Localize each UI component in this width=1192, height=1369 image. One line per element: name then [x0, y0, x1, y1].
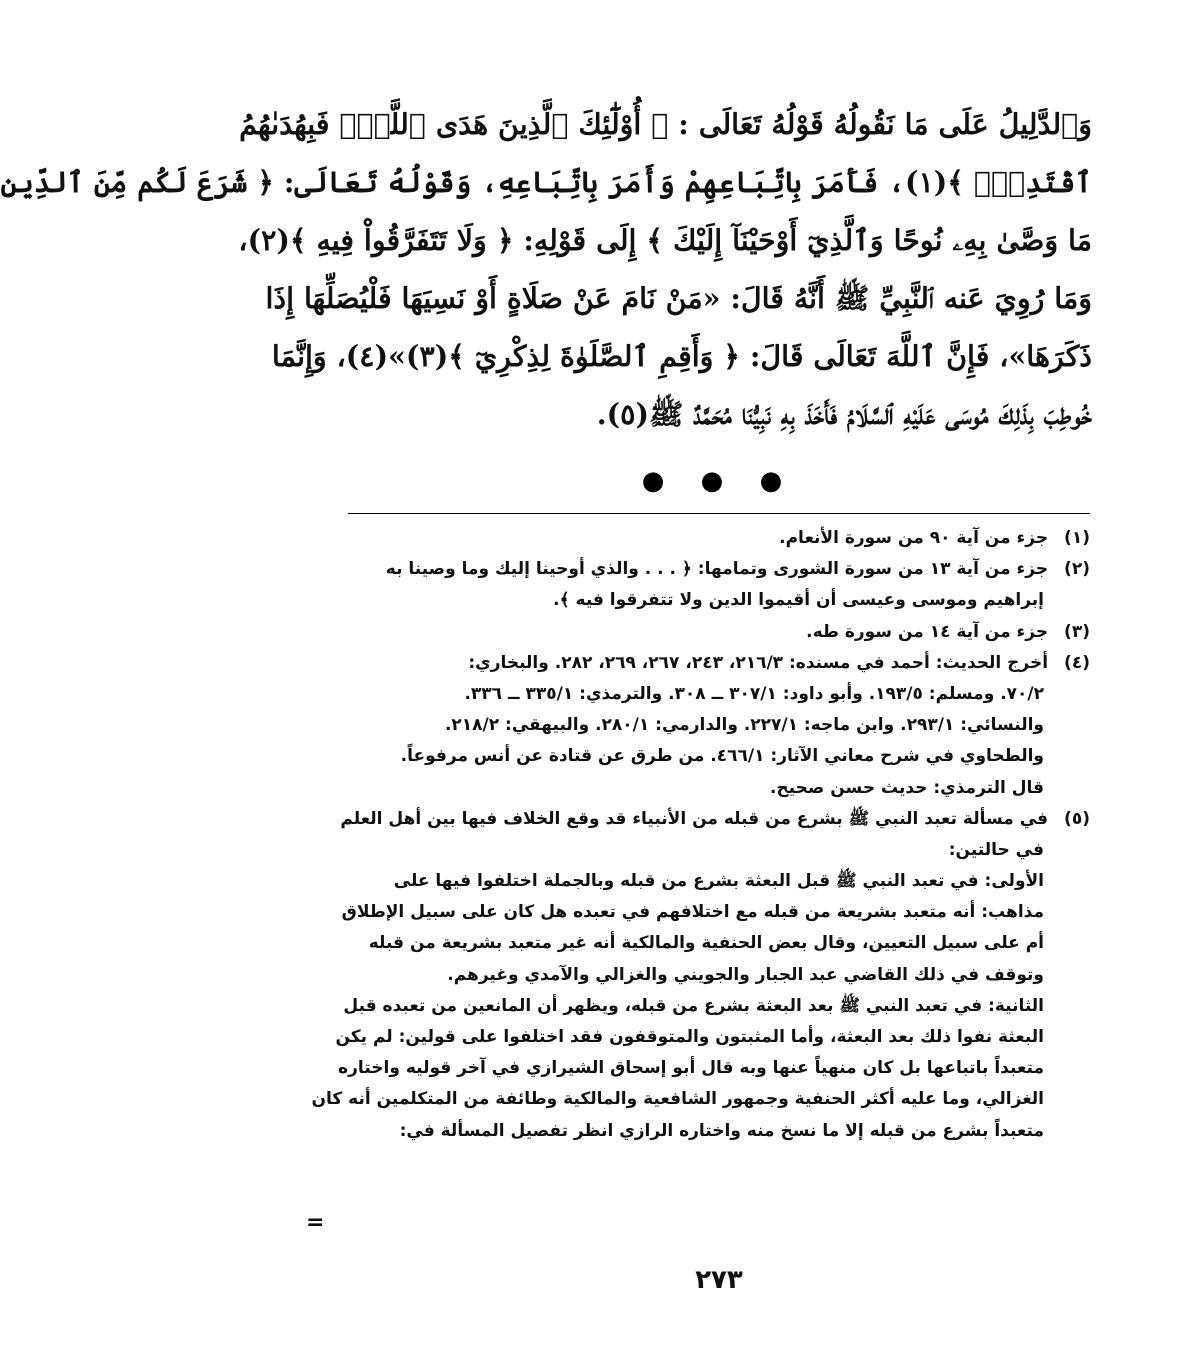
footnote-line: أم على سبيل التعيين، وقال بعض الحنفية والمالكية أنه غير متعبد بشريعة من قبله	[368, 933, 1044, 954]
footnote-number: (٣)	[1064, 621, 1090, 642]
footnote-rule	[348, 513, 1090, 514]
footnote-line: البعثة نفوا ذلك بعد البعثة، وأما المثبتون والمتوقفون فقد اختلفوا على قولين: لم يكن	[335, 1027, 1044, 1047]
footnote-line	[340, 804, 1090, 835]
footnote-text: جزء من آية ١٣ من سورة الشورى وتمامها: ﴿ . . . والذي أوحينا إليك وما وصينا به	[385, 559, 1049, 580]
footnote-line: والنسائي: ٢٩٣/١. وابن ماجه: ٢٢٧/١. والدارمي: ٢٨٠/١. والبيهقي: ٢١٨/٢.	[444, 715, 1044, 736]
footnote-line: في حالتين:	[948, 839, 1044, 860]
footnote-line: ٧٠/٢. ومسلم: ١٩٣/٥. وأبو داود: ٣٠٧/١ ــ ٣٠٨. والترمذي: ٣٣٥/١ ــ ٣٣٦.	[464, 683, 1044, 704]
main-text-block	[0, 95, 1092, 443]
footnote-line: إبراهيم وموسى وعيسى أن أقيموا الدين ولا تتفرقوا فيه ﴾.	[553, 590, 1044, 611]
page-number: ٢٧٣	[695, 1265, 743, 1295]
footnote-line: مذاهب: أنه متعبد بشريعة من قبله مع اختلافهم في تعبده هل كان على سبيل الإطلاق	[341, 902, 1044, 923]
footnote-line	[348, 523, 1090, 554]
footnote-line: الغزالي، وما عليه أكثر الحنفية وجمهور الشافعية والمالكية وطائفة من المتكلمين أنه كان	[311, 1089, 1044, 1110]
footnote-line	[348, 617, 1090, 648]
footnote-number: (٥)	[1064, 808, 1090, 829]
footnote-line: الأولى: في تعبد النبي ﷺ قبل البعثة بشرع من قبله وبالجملة اختلفوا فيها على	[393, 871, 1044, 892]
footnote-line: والطحاوي في شرح معاني الآثار: ٤٦٦/١. من طرق عن قتادة عن أنس مرفوعاً.	[400, 746, 1044, 767]
main-text-line: خُوطِبَ بِذَلِكَ مُوسَى عَلَيْهِ ٱلسَّلَامُ فَأَخَذَ بِهِ نَبِيُّنَا مُحَمَّدٌ ﷺ(٥).	[596, 397, 1092, 431]
main-text-line: وَمَا رُوِيَ عَنه ٱلنَّبِيِّ ﷺ أَنَّهُ قَالَ: «مَنْ نَامَ عَنْ صَلَاةٍ أَوْ نَسِيَهَا فَلْيُصَلِّهَا إِذَا	[265, 281, 1092, 315]
footnote-number: (١)	[1064, 528, 1090, 548]
footnote-line: قال الترمذي: حديث حسن صحيح.	[769, 777, 1044, 798]
footnote-line	[348, 554, 1090, 585]
footnote-text: جزء من آية ٩٠ من سورة الأنعام.	[779, 528, 1049, 548]
footnote-text: أخرج الحديث: أحمد في مسنده: ٢١٦/٣، ٢٤٣، ٢٦٧، ٢٦٩، ٢٨٢. والبخاري:	[468, 652, 1049, 673]
footnotes-block	[311, 523, 1090, 1147]
footnote-number: (٢)	[1064, 559, 1090, 580]
footnote-line: متعبداً بشرع من قبله إلا ما نسخ منه واختاره الرازي انظر تفصيل المسألة في:	[399, 1120, 1044, 1141]
footnote-line	[348, 648, 1090, 679]
footnote-line: متعبداً باتباعها بل كان منهياً عنها وبه قال أبو إسحاق الشيرازي في آخر قوليه واختاره	[338, 1058, 1044, 1079]
section-separator: ● ● ●	[641, 466, 797, 496]
main-text-line: ذَكَرَهَا»، فَإِنَّ ٱللَّهَ تَعَالَى قَالَ: ﴿ وَأَقِمِ ٱلصَّلَوٰةَ لِذِكْرِيٓ ﴾(٣)»(٤)، وَإِنَّمَا	[271, 339, 1092, 373]
footnote-line: الثانية: في تعبد النبي ﷺ بعد البعثة بشرع من قبله، ويظهر أن المانعين من تعبده قبل	[343, 995, 1044, 1016]
continuation-mark: =	[306, 1210, 325, 1235]
footnote-number: (٤)	[1064, 652, 1090, 673]
footnote-text: في مسألة تعبد النبي ﷺ بشرع من قبله من الأنبياء قد وقع الخلاف فيها بين أهل العلم	[340, 808, 1049, 829]
main-text-line: ٱقْتَدِهْۗ ﴾(١)، فَأَمَرَ بِاتِّبَاعِهِمْ وَأَمَرَ بِاتِّبَاعِهِ، وَقَوْلُهُ تَعَالَى: ﴿ شَرَعَ لَكُم مِّنَ ٱلدِّينِ	[0, 165, 1092, 199]
main-text-line: مَا وَصَّىٰ بِهِۦ نُوحًا وَٱلَّذِيٓ أَوْحَيْنَآ إِلَيْكَ ﴾ إِلَى قَوْلِهِ: ﴿ وَلَا تَتَفَرَّقُواْ فِيهِ ﴾(٢)،	[238, 223, 1092, 257]
main-text-line: وَٱلدَّلِيلُ عَلَى مَا نَقُولُهُ قَوْلُهُ تَعَالَى : ﴿ أُوْلَٰٓئِكَ ٱلَّذِينَ هَدَى ٱللَّهُۖ فَبِهُدَىٰهُمُ	[239, 107, 1092, 141]
footnote-line: وتوقف في ذلك القاضي عبد الجبار والجويني والغزالي والآمدي وغيرهم.	[447, 964, 1044, 985]
footnote-text: جزء من آية ١٤ من سورة طه.	[806, 621, 1049, 642]
